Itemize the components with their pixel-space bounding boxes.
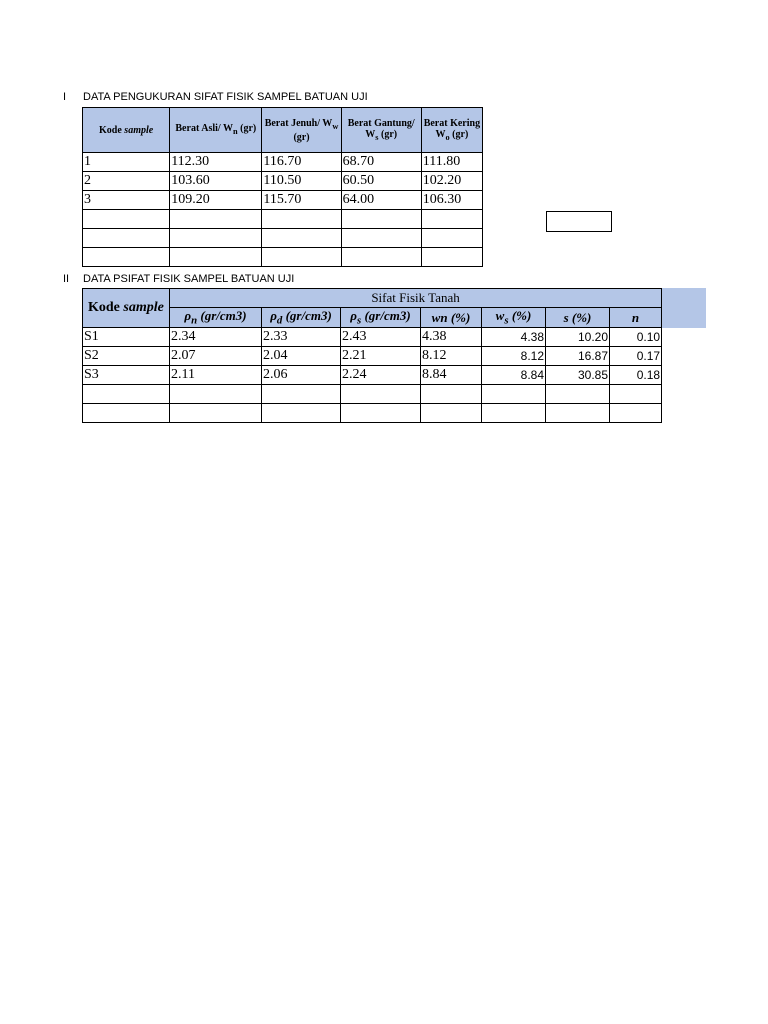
table-cell: 2.07 <box>170 347 262 366</box>
table-cell: 102.20 <box>421 172 482 191</box>
physical-properties-table <box>82 288 662 423</box>
table-cell: S3 <box>83 366 170 385</box>
properties-table-header-group <box>83 289 662 308</box>
header-berat-gantung: Berat Gantung/ $W_s$ (gr) <box>341 108 421 153</box>
empty-row <box>83 229 483 248</box>
table-cell: 60.50 <box>341 172 421 191</box>
table-cell: 30.85 <box>546 366 610 385</box>
header-rho-n: $\rho_n$ (gr/cm3) <box>170 308 262 328</box>
table-cell: 110.50 <box>262 172 341 191</box>
header-fill-extension <box>661 288 706 328</box>
header-rho-d: $\rho_d$ (gr/cm3) <box>262 308 341 328</box>
section-1-number: I <box>63 91 67 103</box>
header-sifat-fisik-tanah: Sifat Fisik Tanah <box>170 289 662 308</box>
table-cell: 0.18 <box>610 366 662 385</box>
table-cell: 103.60 <box>170 172 262 191</box>
table-cell: 8.12 <box>482 347 546 366</box>
empty-row <box>83 210 483 229</box>
table-cell: 2.24 <box>341 366 421 385</box>
table-cell: 0.17 <box>610 347 662 366</box>
properties-table-header <box>83 308 662 328</box>
table-cell: S2 <box>83 347 170 366</box>
header-berat-asli: Berat Asli/ $W_n$ (gr) <box>170 108 262 153</box>
header-berat-jenuh: Berat Jenuh/ $W_w$ (gr) <box>262 108 341 153</box>
section-2-title: DATA PSIFAT FISIK SAMPEL BATUAN UJI <box>83 273 295 285</box>
table-cell: 115.70 <box>262 191 341 210</box>
header-wn: wn (%) <box>421 308 482 328</box>
table-row <box>83 347 662 366</box>
table-cell: 111.80 <box>421 153 482 172</box>
table-cell: 116.70 <box>262 153 341 172</box>
table-cell: 64.00 <box>341 191 421 210</box>
table-cell: 4.38 <box>482 328 546 347</box>
table-cell: 2.21 <box>341 347 421 366</box>
table-cell: 2.34 <box>170 328 262 347</box>
empty-row <box>83 248 483 267</box>
table-row <box>83 328 662 347</box>
empty-cell-box <box>546 211 612 232</box>
table-cell: 106.30 <box>421 191 482 210</box>
header-n: n <box>610 308 662 328</box>
section-1-title: DATA PENGUKURAN SIFAT FISIK SAMPEL BATUAN UJI <box>83 91 368 103</box>
table-row <box>83 366 662 385</box>
table-cell: 8.84 <box>421 366 482 385</box>
header-s: s (%) <box>546 308 610 328</box>
table-cell: 2 <box>83 172 170 191</box>
header-kode-sample: Kode sample <box>83 108 170 153</box>
table-cell: 3 <box>83 191 170 210</box>
measurement-table-header <box>83 108 483 153</box>
header-berat-kering: Berat Kering $W_o$ (gr) <box>421 108 482 153</box>
table-cell: 109.20 <box>170 191 262 210</box>
table-cell: 112.30 <box>170 153 262 172</box>
table-row <box>83 153 483 172</box>
measurement-table <box>82 107 483 267</box>
table-row <box>83 172 483 191</box>
section-2-number: II <box>63 273 70 285</box>
table-cell: 16.87 <box>546 347 610 366</box>
table-cell: 4.38 <box>421 328 482 347</box>
table-cell: 1 <box>83 153 170 172</box>
table-cell: 2.11 <box>170 366 262 385</box>
table-cell: 2.43 <box>341 328 421 347</box>
empty-row <box>83 385 662 404</box>
table-cell: 8.12 <box>421 347 482 366</box>
header-kode-sample: Kode sample <box>83 289 170 328</box>
table-cell: 2.06 <box>262 366 341 385</box>
header-ws: $w_s$ (%) <box>482 308 546 328</box>
table-row <box>83 191 483 210</box>
table-cell: 0.10 <box>610 328 662 347</box>
table-cell: 10.20 <box>546 328 610 347</box>
header-rho-s: $\rho_s$ (gr/cm3) <box>341 308 421 328</box>
table-cell: 2.33 <box>262 328 341 347</box>
empty-row <box>83 404 662 423</box>
table-cell: S1 <box>83 328 170 347</box>
table-cell: 2.04 <box>262 347 341 366</box>
table-cell: 8.84 <box>482 366 546 385</box>
table-cell: 68.70 <box>341 153 421 172</box>
